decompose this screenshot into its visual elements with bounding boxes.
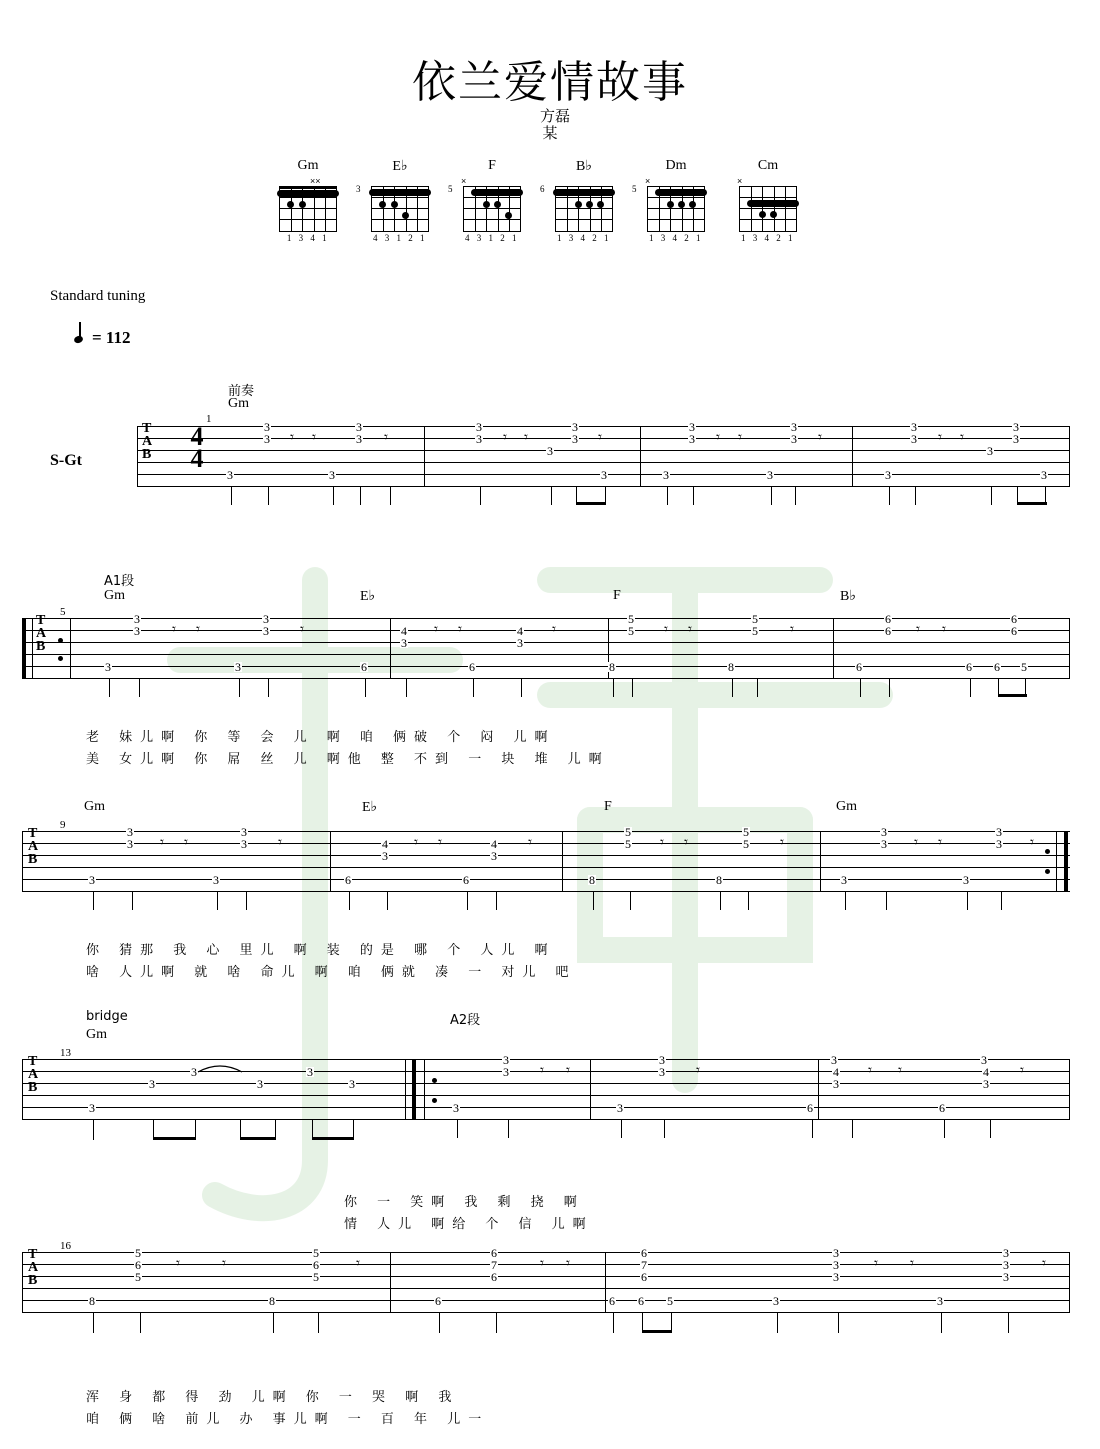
- composer-line-2: 某: [542, 124, 558, 142]
- chord-label: E♭: [360, 589, 376, 604]
- chord-name: Dm: [665, 158, 687, 173]
- chord-top-marks: ×: [645, 176, 651, 186]
- measure-number: 16: [60, 1240, 71, 1252]
- chord-fret-number: 5: [632, 184, 637, 194]
- tuning-label: Standard tuning: [50, 288, 146, 304]
- section-label-intro: 前奏: [228, 384, 255, 399]
- composer-line-1: 方磊: [539, 107, 570, 125]
- chord-name: Cm: [757, 158, 779, 173]
- chord-top-marks: ××: [310, 176, 321, 186]
- chord-label: Gm: [104, 588, 125, 603]
- lyric-line-2: 美 女儿啊 你 屌 丝 儿 啊他 整 不到 一 块 堆 儿啊: [86, 752, 610, 767]
- section-label-a2: A2段: [450, 1013, 481, 1028]
- measure-number: 13: [60, 1047, 71, 1059]
- tempo-marking: [74, 328, 131, 348]
- measure-number: 1: [206, 413, 212, 425]
- tab-clef: T A B: [28, 1247, 39, 1288]
- system-1: 前奏 Gm 1 T A B 4 4 3 3 3 3 3 3 𝄾 𝄾 𝄾 3 3 3 3 3 3 𝄾 𝄾 𝄾 3 3 3 3 3 3 𝄾 𝄾 𝄾 3 3 3 3 3 3 3 𝄾 𝄾: [0, 380, 1100, 530]
- lyric-line-2: 咱 俩 啥 前儿 办 事儿啊 一 百 年 儿一: [86, 1412, 490, 1427]
- chord-top-marks: ×: [737, 176, 743, 186]
- chord-label: F: [613, 588, 621, 603]
- system-2: A1段 Gm E♭ F B♭ 5 T A B 3 3 3 3 3 3 𝄾 𝄾 𝄾 4 3 6 4 3 6 𝄾 𝄾 𝄾 5 5 8 5 5 8 𝄾 𝄾 𝄾 6 6 6 6 6 6 6 5 𝄾 𝄾 老 妹儿啊 你 等 会 儿 啊 咱 俩破 个 闷 儿啊 美 女儿啊 你 屌 丝 儿 啊他 整 不到 一 块 堆 儿啊: [0, 570, 1100, 790]
- chord-label: E♭: [362, 800, 378, 815]
- chord-diagram-cm: [722, 158, 814, 243]
- chord-name: Gm: [297, 158, 319, 173]
- chord-name: E♭: [392, 159, 408, 174]
- chord-fret-number: 5: [448, 184, 453, 194]
- chord-diagram-eb: [354, 158, 446, 243]
- chord-fingering: 1 3 4 2 1: [741, 233, 795, 243]
- lyric-line-1: 你 猜那 我 心 里儿 啊 装 的是 哪 个 人儿 啊: [86, 943, 556, 958]
- system-4: bridge Gm A2段 13 T A B 3 3 3 3 3 3 3 3 3 3 3 3 𝄾 𝄾 𝄾 4 3 3 6 4 3 3 6 𝄾 𝄾 𝄾 你 一 笑啊 我 剩 挠 啊 情 人儿 啊给 个 信 儿啊: [0, 1005, 1100, 1245]
- chord-fingering: 1 3 4 2 1: [557, 233, 611, 243]
- chord-fret-number: 3: [356, 184, 361, 194]
- chord-diagram-bb: [538, 158, 630, 243]
- quarter-note-icon: [73, 335, 84, 345]
- system-5: 16 T A B 5 6 5 8 5 6 5 8 𝄾 𝄾 𝄾 6 7 6 6 6 7 6 6 6 5 𝄾 𝄾 3 3 3 3 3 3 3 3 𝄾 𝄾 𝄾 浑 身 都 得 劲 儿啊 你 一 哭 啊 我 咱 俩 啥 前儿 办 事儿啊 一 百 年 儿一: [0, 1228, 1100, 1448]
- measure-number: 9: [60, 819, 66, 831]
- tab-clef: T A B: [28, 826, 39, 867]
- chord-label: Gm: [86, 1027, 107, 1042]
- chord-diagram-row: [262, 158, 822, 258]
- lyric-line-1: 你 一 笑啊 我 剩 挠 啊: [344, 1195, 585, 1210]
- chord-label: Gm: [836, 799, 857, 814]
- chord-label: F: [604, 799, 612, 814]
- chord-name: B♭: [576, 159, 592, 174]
- section-label-bridge: bridge: [86, 1009, 128, 1024]
- chord-fret-number: 6: [540, 184, 545, 194]
- tab-clef: T A B: [28, 1054, 39, 1095]
- chord-diagram-dm: [630, 158, 722, 243]
- chord-name: F: [488, 158, 496, 173]
- chord-label: B♭: [840, 589, 856, 604]
- lyric-line-1: 老 妹儿啊 你 等 会 儿 啊 咱 俩破 个 闷 儿啊: [86, 730, 556, 745]
- page-title: 依兰爱情故事: [412, 57, 688, 108]
- chord-top-marks: ×: [461, 176, 467, 186]
- chord-fingering: 4 3 1 2 1: [465, 233, 519, 243]
- lyric-line-2: 情 人儿 啊给 个 信 儿啊: [344, 1217, 594, 1232]
- time-signature: 4 4: [190, 422, 204, 473]
- measure-number: 5: [60, 606, 66, 618]
- chord-diagram-gm: [262, 158, 354, 243]
- composer-block: [0, 108, 1100, 142]
- chord-label: Gm: [84, 799, 105, 814]
- chord-fingering: 1 3 4 1: [286, 233, 330, 243]
- instrument-label: S-Gt: [50, 452, 82, 469]
- chord-fingering: 4 3 1 2 1: [373, 233, 427, 243]
- lyric-line-2: 啥 人儿啊 就 啥 命儿 啊 咱 俩就 凑 一 对儿 吧: [86, 965, 577, 980]
- system-3: Gm E♭ F Gm 9 T A B 3 3 3 3 3 3 𝄾 𝄾 𝄾 4 3 6 4 3 6 𝄾 𝄾 𝄾 5 5 8 5 5 8 𝄾 𝄾 𝄾 3 3 3 3 3 3 𝄾 𝄾 𝄾 你 猜那 我 心 里儿 啊 装 的是 哪 个 人儿 啊 啥 人儿啊 就 啥 命儿 啊 咱 俩就 凑 一 对儿 吧: [0, 795, 1100, 1005]
- section-label-a1: A1段: [104, 574, 135, 589]
- tempo-value: = 112: [92, 328, 131, 347]
- lyric-line-1: 浑 身 都 得 劲 儿啊 你 一 哭 啊 我: [86, 1390, 460, 1405]
- tab-clef: T A B: [142, 421, 153, 462]
- chord-fingering: 1 3 4 2 1: [649, 233, 703, 243]
- tab-clef: T A B: [36, 613, 47, 654]
- chord-diagram-f: [446, 158, 538, 243]
- chord-label: Gm: [228, 396, 249, 411]
